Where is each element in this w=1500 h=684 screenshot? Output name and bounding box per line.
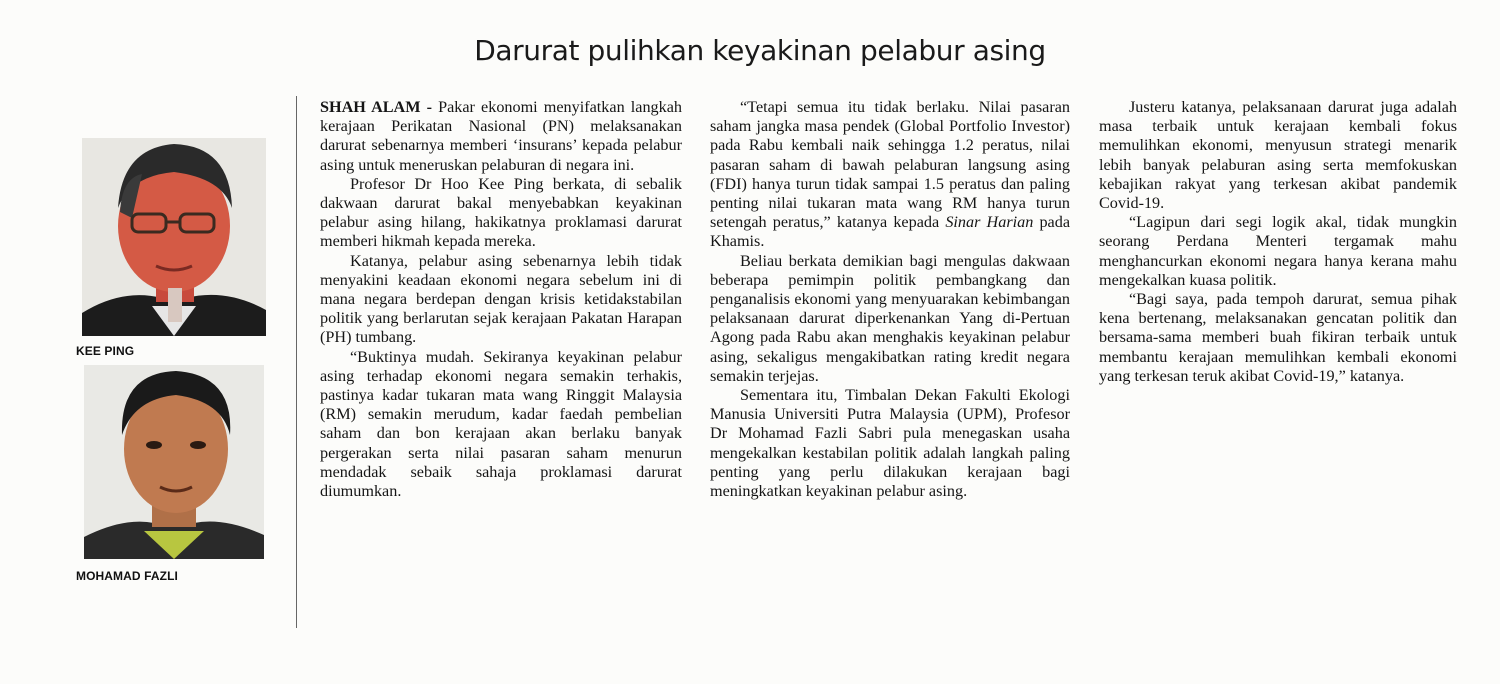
publication-name: Sinar Harian (945, 213, 1034, 232)
dateline: SHAH ALAM - (320, 98, 432, 116)
article-column-3-flow (1099, 98, 1457, 386)
headline: Darurat pulihkan keyakinan pelabur asing (474, 34, 1046, 67)
paragraph-2: Profesor Dr Hoo Kee Ping berkata, di sebalik dakwaan darurat bakal menyebabkan keyakinan pelabur asing hilang, hakikatnya proklamasi darurat memberi hikmah kepada mereka. (320, 174, 682, 251)
kee-ping-caption: KEE PING (76, 344, 135, 358)
paragraph-8: Justeru katanya, pelaksanaan darurat juga adalah masa terbaik untuk kerajaan kembali fokus memulihkan ekonomi, menyusun strategi menarik lebih banyak pelaburan asing serta memfokuskan kebajikan rakyat yang terkesan akibat pandemik Covid-19. (1099, 98, 1457, 213)
paragraph-5-text: “Tetapi semua itu tidak berlaku. Nilai pasaran saham jangka masa pendek (Global Portfolio Investor) pada Rabu kembali naik sehingga 1.2 peratus, nilai pasaran saham di bawah pelaburan langsung asing (FDI) hanya turun tidak sampai 1.5 peratus dan paling penting nilai tukaran mata wang RM hanya turun setengah peratus,” katanya kepada (710, 98, 1070, 232)
mohamad-fazli-caption: MOHAMAD FAZLI (76, 569, 178, 583)
article-column-2-flow (710, 98, 1070, 501)
kee-ping-portrait (82, 138, 266, 336)
paragraph-10: “Bagi saya, pada tempoh darurat, semua pihak kena bertenang, melaksanakan gencatan politik dan bersama-sama memberi buah fikiran terbaik untuk membantu kerajaan memulihkan kembali ekonomi yang terkesan teruk akibat Covid-19,” katanya. (1099, 290, 1457, 385)
paragraph-3: Katanya, pelabur asing sebenarnya lebih tidak menyakini keadaan ekonomi negara sebelum ini di mana negara berdepan dengan krisis ketidakstabilan politik yang berlarutan sejak kerajaan Pakatan Harapan (PH) tumbang. (320, 251, 682, 347)
paragraph-1-text: Pakar ekonomi menyifatkan langkah kerajaan Perikatan Nasional (PN) melaksanakan darurat sebenarnya memberi ‘insurans’ kepada pelabur asing untuk meneruskan pelaburan di negara ini. (320, 98, 683, 174)
paragraph-7: Sementara itu, Timbalan Dekan Fakulti Ekologi Manusia Universiti Putra Malaysia (UPM), Profesor Dr Mohamad Fazli Sabri pula menegaskan usaha mengekalkan kestabilan politik adalah langkah paling penting yang perlu dilakukan kerajaan bagi meningkatkan keyakinan pelabur asing. (710, 386, 1070, 501)
paragraph-9: “Lagipun dari segi logik akal, tidak mungkin seorang Perdana Menteri tergamak mahu menghancurkan ekonomi negara hanya kerana mahu mengekalkan kuasa politik. (1099, 213, 1457, 289)
paragraph-4: “Buktinya mudah. Sekiranya keyakinan pelabur asing terhadap ekonomi negara semakin terhakis, pastinya kadar tukaran mata wang Ringgit Malaysia (RM) semakin merudum, kadar faedah pembelian saham dan bon kerajaan akan berlaku banyak pergerakan serta nilai pasaran saham menurun mendadak sebaik sahaja proklamasi darurat diumumkan. (320, 347, 682, 501)
mohamad-fazli-photo (84, 365, 264, 559)
paragraph-5-end: pada Khamis. (710, 213, 1071, 251)
paragraph-5 (710, 98, 1070, 252)
paragraph-1 (320, 98, 682, 175)
mohamad-fazli-portrait (84, 365, 264, 559)
column-divider (296, 96, 297, 628)
paragraph-6: Beliau berkata demikian bagi mengulas dakwaan beberapa pemimpin politik pembangkang dan penganalisis ekonomi yang menyuarakan kebimbangan pelaksanaan darurat diperkenankan Yang di-Pertuan Agong pada Rabu akan menghakis keyakinan pelabur asing, sekaligus mengakibatkan rating kredit negara semakin terjejas. (710, 251, 1070, 385)
article-column-1 (320, 98, 682, 501)
kee-ping-photo (82, 138, 266, 336)
